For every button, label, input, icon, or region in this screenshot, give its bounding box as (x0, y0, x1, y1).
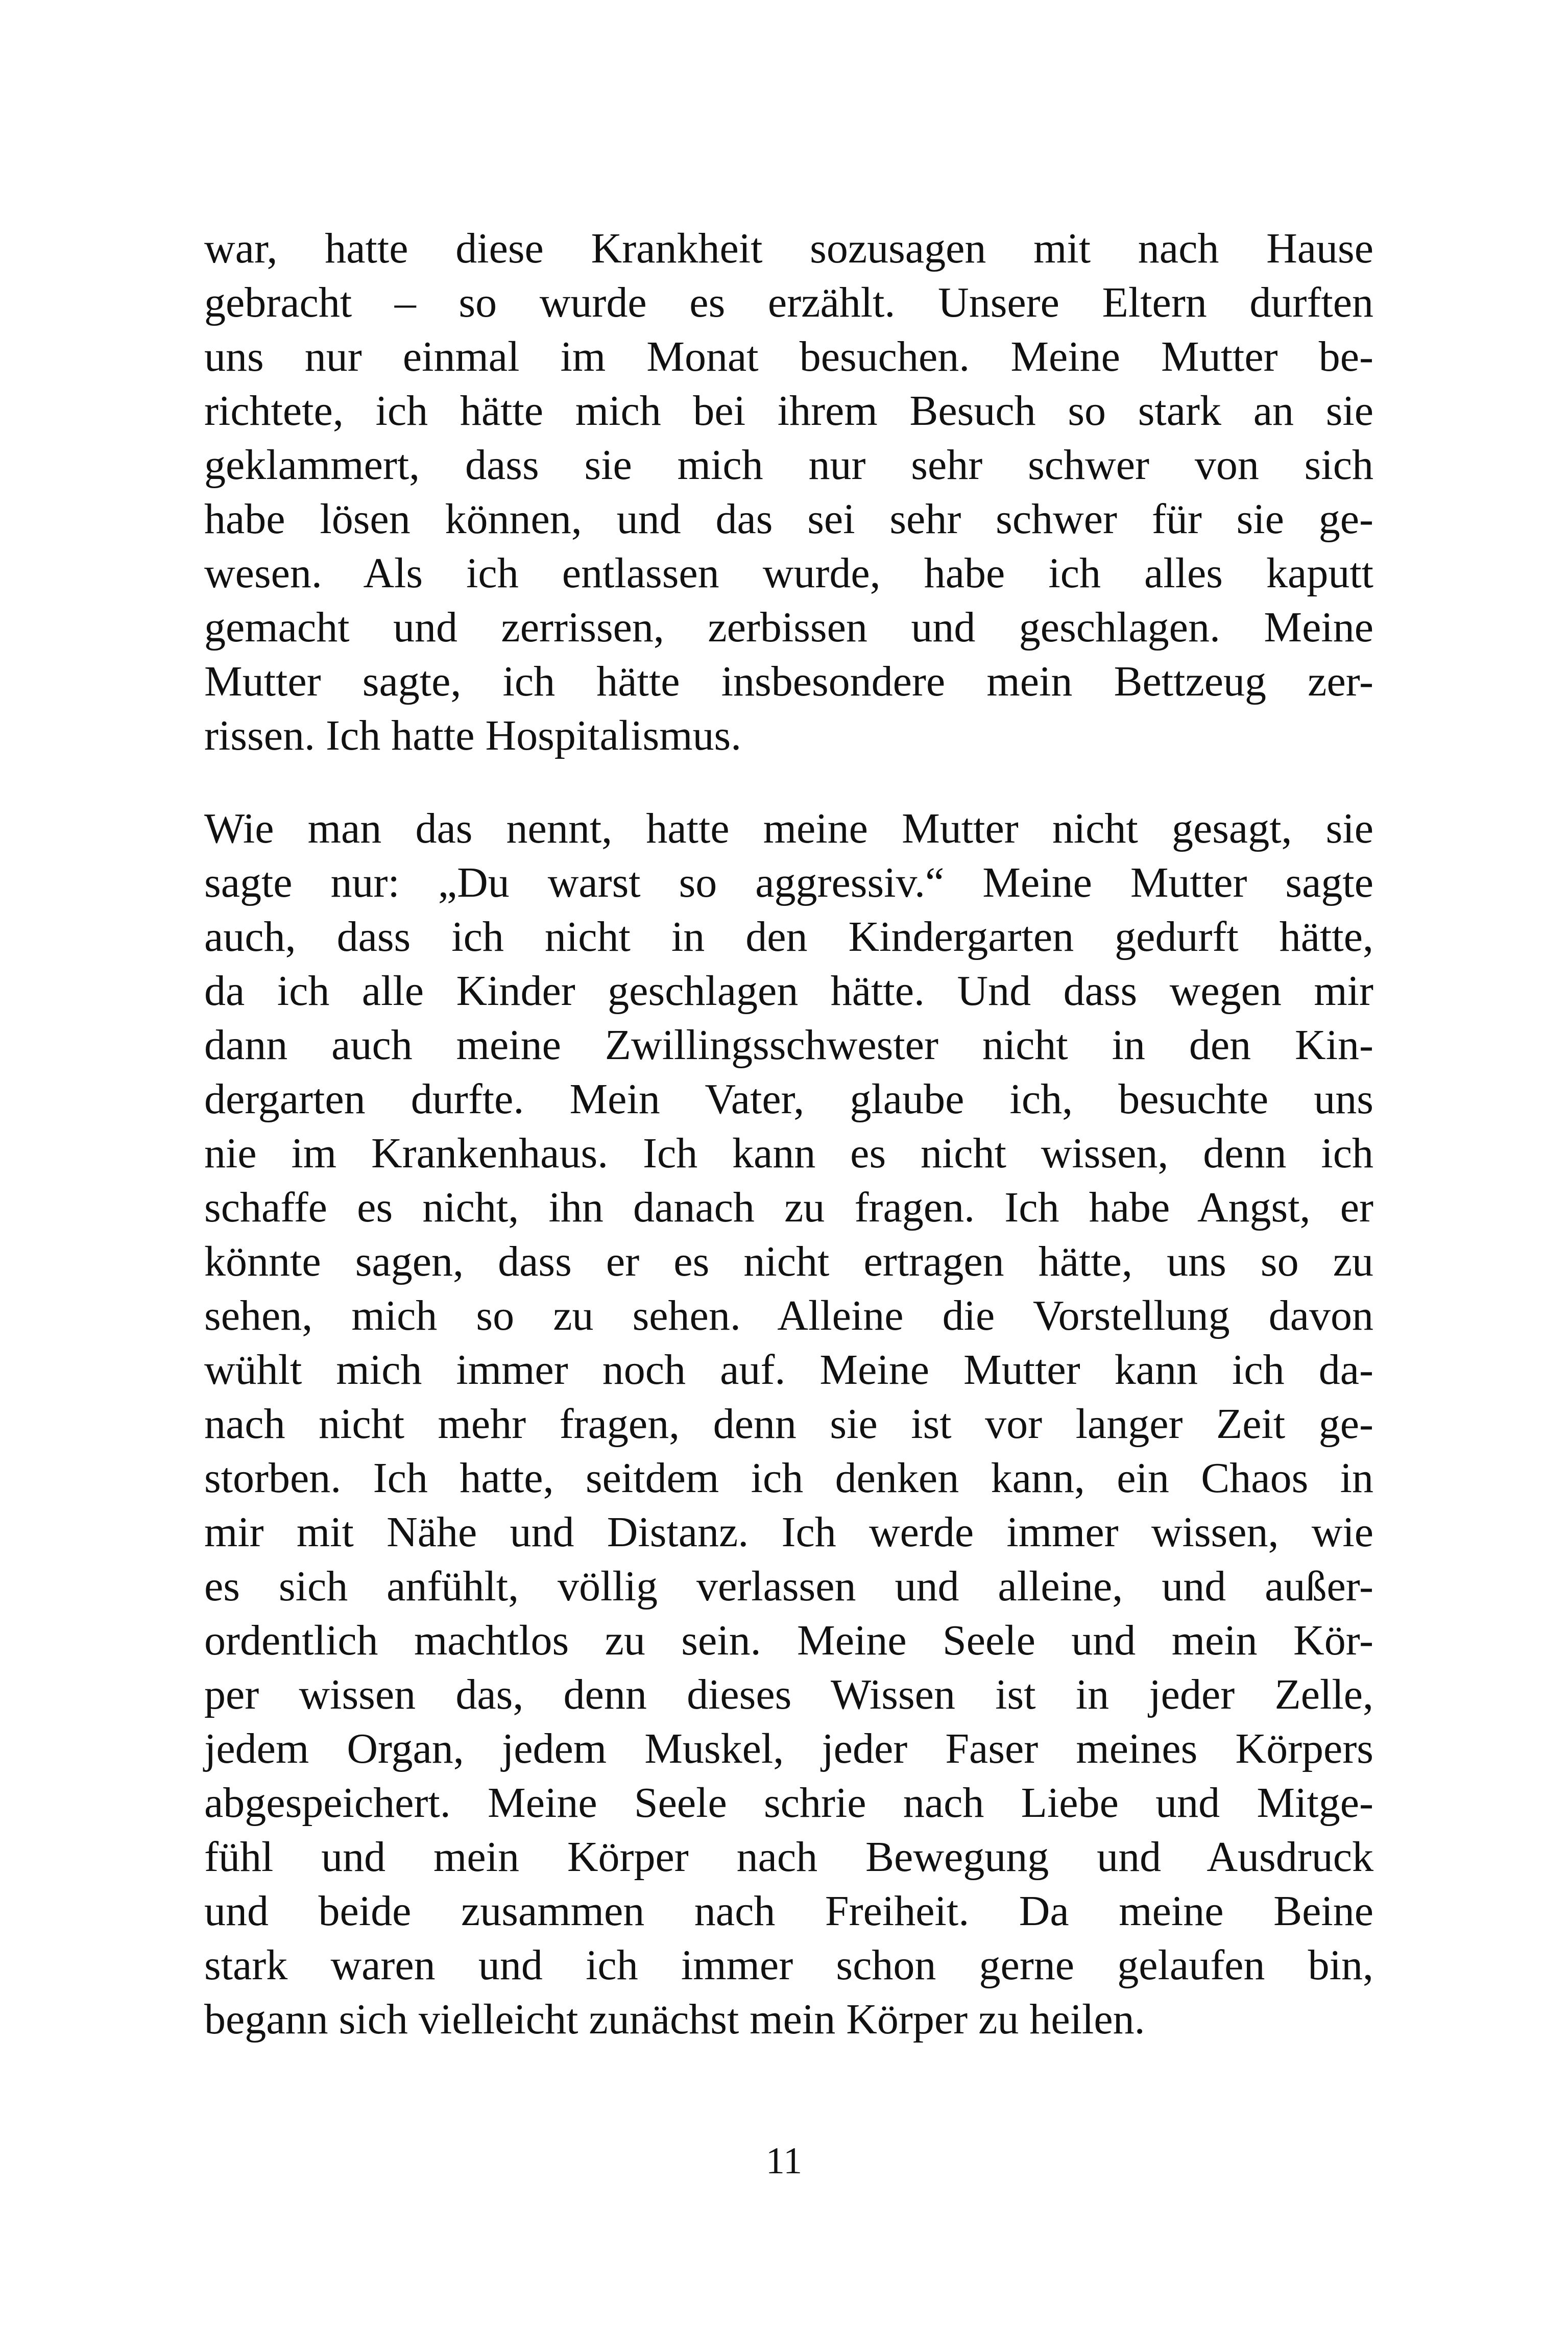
text-line: war, hatte diese Krankheit sozusagen mit nach Hause (204, 225, 1373, 272)
text-line: fühl und mein Körper nach Bewegung und Ausdruck (204, 1833, 1373, 1881)
paragraph-2 (204, 802, 1373, 2047)
text-line: richtete, ich hätte mich bei ihrem Besuch so stark an sie (204, 387, 1373, 435)
text-line: könnte sagen, dass er es nicht ertragen hätte, uns so zu (204, 1238, 1373, 1285)
text-line: nie im Krankenhaus. Ich kann es nicht wissen, denn ich (204, 1130, 1373, 1177)
text-line: begann sich vielleicht zunächst mein Körper zu heilen. (204, 1996, 1145, 2043)
text-line: nach nicht mehr fragen, denn sie ist vor langer Zeit ge- (204, 1400, 1373, 1448)
text-line: da ich alle Kinder geschlagen hätte. Und dass wegen mir (204, 967, 1373, 1015)
text-line: gebracht – so wurde es erzählt. Unsere Eltern durften (204, 279, 1373, 326)
text-line: schaffe es nicht, ihn danach zu fragen. Ich habe Angst, er (204, 1184, 1373, 1231)
text-line: dann auch meine Zwillingsschwester nicht in den Kin- (204, 1021, 1373, 1069)
text-line: gemacht und zerrissen, zerbissen und geschlagen. Meine (204, 604, 1373, 651)
text-line: uns nur einmal im Monat besuchen. Meine Mutter be- (204, 333, 1373, 380)
text-line: Mutter sagte, ich hätte insbesondere mein Bettzeug zer- (204, 658, 1373, 705)
text-line: geklammert, dass sie mich nur sehr schwer von sich (204, 441, 1373, 489)
page-number: 11 (765, 2140, 803, 2182)
text-line: und beide zusammen nach Freiheit. Da meine Beine (204, 1887, 1373, 1935)
text-line: auch, dass ich nicht in den Kindergarten gedurft hätte, (204, 913, 1373, 961)
text-line: habe lösen können, und das sei sehr schwer für sie ge- (204, 495, 1373, 543)
text-line: rissen. Ich hatte Hospitalismus. (204, 712, 742, 759)
text-line: wühlt mich immer noch auf. Meine Mutter kann ich da- (204, 1346, 1373, 1394)
text-line: sehen, mich so zu sehen. Alleine die Vorstellung davon (204, 1292, 1373, 1339)
text-line: dergarten durfte. Mein Vater, glaube ich, besuchte uns (204, 1075, 1373, 1123)
text-line: jedem Organ, jedem Muskel, jeder Faser meines Körpers (204, 1725, 1373, 1772)
text-line: per wissen das, denn dieses Wissen ist in jeder Zelle, (204, 1671, 1373, 1718)
paragraph-1 (204, 222, 1373, 763)
text-line: es sich anfühlt, völlig verlassen und alleine, und außer- (204, 1563, 1373, 1610)
text-line: Wie man das nennt, hatte meine Mutter nicht gesagt, sie (204, 805, 1373, 852)
text-line: abgespeichert. Meine Seele schrie nach Liebe und Mitge- (204, 1779, 1373, 1827)
text-line: sagte nur: „Du warst so aggressiv.“ Meine Mutter sagte (204, 859, 1373, 906)
text-line: wesen. Als ich entlassen wurde, habe ich alles kaputt (204, 549, 1373, 597)
text-line: stark waren und ich immer schon gerne gelaufen bin, (204, 1941, 1373, 1989)
text-line: mir mit Nähe und Distanz. Ich werde immer wissen, wie (204, 1508, 1373, 1556)
text-line: ordentlich machtlos zu sein. Meine Seele und mein Kör- (204, 1617, 1373, 1664)
text-line: storben. Ich hatte, seitdem ich denken kann, ein Chaos in (204, 1454, 1373, 1502)
